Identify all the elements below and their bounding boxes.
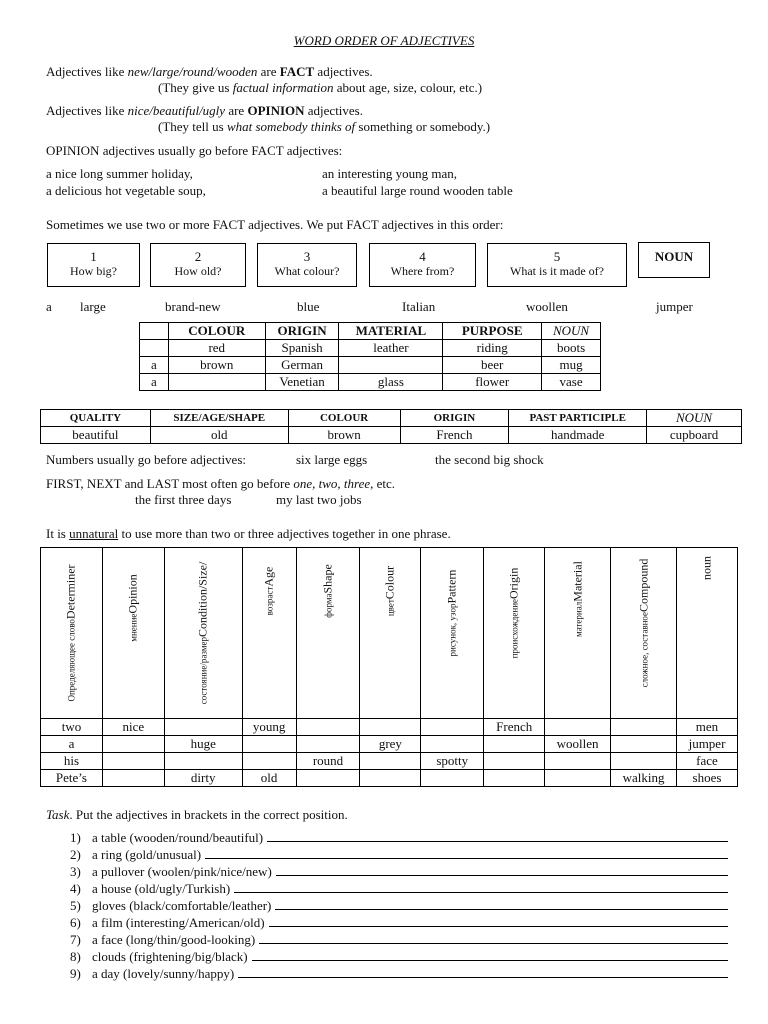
table-cell <box>545 770 611 787</box>
table-cell: a <box>41 736 103 753</box>
table-cell <box>164 719 242 736</box>
table-cell: handmade <box>509 427 647 444</box>
task-prompt: a pullover (woolen/pink/nice/new) <box>92 864 272 879</box>
table-cell <box>421 770 484 787</box>
task-prompt: clouds (frightening/big/black) <box>92 949 248 964</box>
table-cell: German <box>265 357 339 374</box>
table-cell: beer <box>443 357 542 374</box>
order-box-colour: 3 What colour? <box>257 243 357 287</box>
table-cell: a <box>140 374 169 391</box>
table-cell <box>421 736 484 753</box>
table-cell <box>102 753 164 770</box>
table-header: NOUN <box>542 323 601 340</box>
table-cell: leather <box>339 340 443 357</box>
task-number: 5) <box>70 898 81 913</box>
task-prompt: a face (long/thin/good-looking) <box>92 932 256 947</box>
list-item <box>70 846 740 863</box>
table-header: PURPOSE <box>443 323 542 340</box>
table-cell: dirty <box>164 770 242 787</box>
task-number: 9) <box>70 966 81 981</box>
table-cell: shoes <box>677 770 738 787</box>
table-header: PAST PARTICIPLE <box>509 410 647 427</box>
table-header: COLOUR <box>288 410 400 427</box>
order-box-noun: NOUN <box>638 242 710 278</box>
table-cell <box>102 770 164 787</box>
rule-opinion-before-fact: OPINION adjectives usually go before FACT adjectives: <box>46 143 343 158</box>
table-cell: walking <box>611 770 677 787</box>
example-word: woollen <box>526 299 568 314</box>
answer-blank[interactable] <box>275 898 728 910</box>
answer-blank[interactable] <box>234 881 728 893</box>
table-cell: riding <box>443 340 542 357</box>
category-header-pattern: рисунок, узорPattern <box>421 548 484 719</box>
table-cell: a <box>140 357 169 374</box>
task-number: 2) <box>70 847 81 862</box>
numbers-rule: Numbers usually go before adjectives: <box>46 452 246 467</box>
table-cell: cupboard <box>647 427 742 444</box>
example-word: a <box>46 299 52 314</box>
list-item <box>70 914 740 931</box>
list-item <box>70 829 740 846</box>
example-word: blue <box>297 299 320 314</box>
table-cell: glass <box>339 374 443 391</box>
table-cell <box>545 719 611 736</box>
fact-order-intro: Sometimes we use two or more FACT adjectives. We put FACT adjectives in this order: <box>46 217 504 232</box>
table-cell <box>296 719 360 736</box>
table-quality-order <box>40 409 742 444</box>
fact-explanation: (They give us factual information about age, size, colour, etc.) <box>158 80 483 95</box>
opinion-explanation: (They tell us what somebody thinks of something or somebody.) <box>158 119 491 134</box>
category-header-origin: происхождениеOrigin <box>484 548 545 719</box>
table-cell: brown <box>168 357 265 374</box>
category-header-age: возрастAge <box>242 548 296 719</box>
example-word: jumper <box>656 299 693 314</box>
answer-blank[interactable] <box>259 932 728 944</box>
example-word: Italian <box>402 299 436 314</box>
task-number: 4) <box>70 881 81 896</box>
table-cell <box>484 753 545 770</box>
table-cell: red <box>168 340 265 357</box>
table-row <box>41 736 738 753</box>
answer-blank[interactable] <box>205 847 728 859</box>
order-box-age: 2 How old? <box>150 243 246 287</box>
task-prompt: a day (lovely/sunny/happy) <box>92 966 235 981</box>
table-cell: two <box>41 719 103 736</box>
example-word: large <box>80 299 106 314</box>
task-number: 6) <box>70 915 81 930</box>
table-cell: grey <box>360 736 421 753</box>
table-cell <box>339 357 443 374</box>
table-cell: spotty <box>421 753 484 770</box>
table-header: NOUN <box>647 410 742 427</box>
table-cell: face <box>677 753 738 770</box>
table-cell <box>164 753 242 770</box>
table-cell: his <box>41 753 103 770</box>
example-text: a beautiful large round wooden table <box>322 183 513 198</box>
task-number: 3) <box>70 864 81 879</box>
example-text: my last two jobs <box>276 492 362 507</box>
table-cell: men <box>677 719 738 736</box>
page-title: WORD ORDER OF ADJECTIVES <box>293 33 475 48</box>
order-box-origin: 4 Where from? <box>369 243 476 287</box>
table-header: QUALITY <box>41 410 151 427</box>
table-cell <box>242 753 296 770</box>
task-list <box>70 829 740 982</box>
task-instruction: Task. Put the adjectives in brackets in the correct position. <box>46 807 348 822</box>
table-cell: nice <box>102 719 164 736</box>
task-number: 7) <box>70 932 81 947</box>
table-header <box>140 323 169 340</box>
task-prompt: gloves (black/comfortable/leather) <box>92 898 272 913</box>
table-cell: huge <box>164 736 242 753</box>
category-header-noun: noun <box>677 548 738 719</box>
table-cell <box>611 736 677 753</box>
table-cell: mug <box>542 357 601 374</box>
table-header: COLOUR <box>168 323 265 340</box>
table-cell: woollen <box>545 736 611 753</box>
table-header: SIZE/AGE/SHAPE <box>150 410 288 427</box>
table-cell <box>545 753 611 770</box>
category-header-colour: цветColour <box>360 548 421 719</box>
table-row <box>140 374 601 391</box>
answer-blank[interactable] <box>276 864 728 876</box>
table-adjective-categories <box>40 547 738 787</box>
category-header-condition-size: состояние/размерCondition/Size/ <box>164 548 242 719</box>
table-header: ORIGIN <box>400 410 509 427</box>
table-cell <box>360 753 421 770</box>
opinion-definition: Adjectives like nice/beautiful/ugly are OPINION adjectives. <box>46 103 363 118</box>
first-next-last-rule: FIRST, NEXT and LAST most often go before one, two, three, etc. <box>46 476 396 491</box>
table-cell <box>168 374 265 391</box>
table-cell <box>296 736 360 753</box>
answer-blank[interactable] <box>238 966 728 978</box>
list-item <box>70 880 740 897</box>
task-prompt: a ring (gold/unusual) <box>92 847 202 862</box>
category-header-material: материалMaterial <box>545 548 611 719</box>
table-cell: brown <box>288 427 400 444</box>
unnatural-rule: It is unnatural to use more than two or three adjectives together in one phrase. <box>46 526 451 541</box>
order-box-material: 5 What is it made of? <box>487 243 627 287</box>
table-header: MATERIAL <box>339 323 443 340</box>
table-row <box>41 753 738 770</box>
table-cell <box>242 736 296 753</box>
list-item <box>70 897 740 914</box>
table-colour-origin-material <box>139 322 601 391</box>
table-cell <box>296 770 360 787</box>
task-number: 8) <box>70 949 81 964</box>
table-cell <box>484 770 545 787</box>
category-header-shape: формаShape <box>296 548 360 719</box>
order-box-size: 1 How big? <box>47 243 140 287</box>
table-cell: Venetian <box>265 374 339 391</box>
task-prompt: a table (wooden/round/beautiful) <box>92 830 264 845</box>
table-cell <box>140 340 169 357</box>
table-cell: round <box>296 753 360 770</box>
table-cell <box>611 753 677 770</box>
list-item <box>70 948 740 965</box>
table-row <box>41 770 738 787</box>
table-cell: old <box>150 427 288 444</box>
list-item <box>70 965 740 982</box>
task-prompt: a film (interesting/American/old) <box>92 915 265 930</box>
table-row <box>140 340 601 357</box>
list-item <box>70 931 740 948</box>
table-cell: jumper <box>677 736 738 753</box>
table-cell <box>102 736 164 753</box>
category-header-compound: сложное, составноеCompound <box>611 548 677 719</box>
example-text: a delicious hot vegetable soup, <box>46 183 206 198</box>
table-cell <box>484 736 545 753</box>
example-text: six large eggs <box>296 452 368 467</box>
table-cell <box>611 719 677 736</box>
table-row <box>41 427 742 444</box>
task-prompt: a house (old/ugly/Turkish) <box>92 881 231 896</box>
table-cell: French <box>400 427 509 444</box>
fact-definition: Adjectives like new/large/round/wooden are FACT adjectives. <box>46 64 373 79</box>
example-text: an interesting young man, <box>322 166 458 181</box>
category-header-opinion: мнениеOpinion <box>102 548 164 719</box>
table-row <box>140 357 601 374</box>
table-cell: flower <box>443 374 542 391</box>
list-item <box>70 863 740 880</box>
task-number: 1) <box>70 830 81 845</box>
table-cell: old <box>242 770 296 787</box>
table-cell: beautiful <box>41 427 151 444</box>
table-cell <box>360 770 421 787</box>
table-header-row <box>140 323 601 340</box>
answer-blank[interactable] <box>252 949 728 961</box>
table-cell <box>360 719 421 736</box>
table-cell: young <box>242 719 296 736</box>
table-header-row <box>41 410 742 427</box>
table-header-row <box>41 548 738 719</box>
example-text: the second big shock <box>435 452 544 467</box>
table-cell: Pete’s <box>41 770 103 787</box>
table-header: ORIGIN <box>265 323 339 340</box>
example-word: brand-new <box>165 299 221 314</box>
table-row <box>41 719 738 736</box>
example-text: a nice long summer holiday, <box>46 166 193 181</box>
table-cell: Spanish <box>265 340 339 357</box>
table-cell: boots <box>542 340 601 357</box>
table-cell: vase <box>542 374 601 391</box>
example-text: the first three days <box>135 492 232 507</box>
answer-blank[interactable] <box>269 915 728 927</box>
table-cell <box>421 719 484 736</box>
answer-blank[interactable] <box>267 830 728 842</box>
table-cell: French <box>484 719 545 736</box>
category-header-determiner: Определяющее словоDeterminer <box>41 548 103 719</box>
